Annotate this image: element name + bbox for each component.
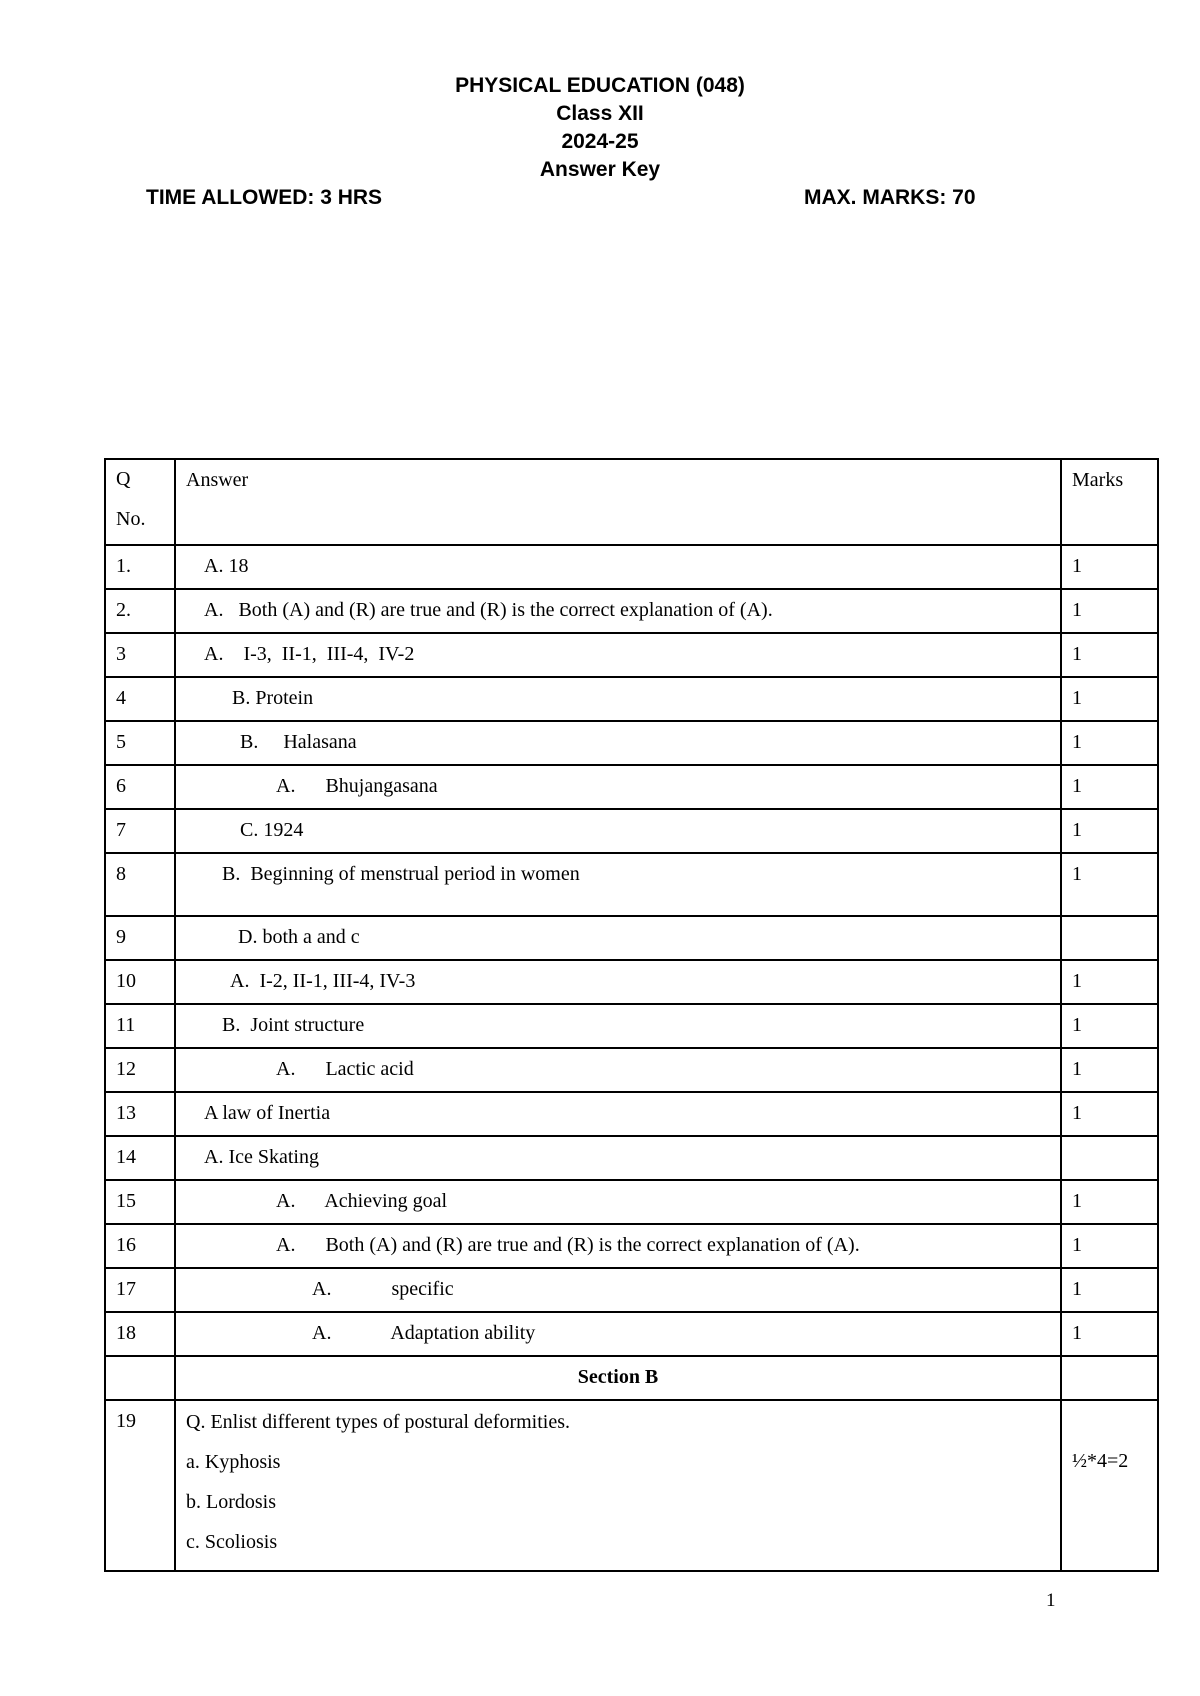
answer-cell: A. Both (A) and (R) are true and (R) is the correct explanation of (A). (175, 1224, 1061, 1268)
header-marks: Marks (1061, 459, 1158, 545)
answer-cell: A. Achieving goal (175, 1180, 1061, 1224)
document-header (0, 72, 1200, 212)
answer-cell: B. Joint structure (175, 1004, 1061, 1048)
q-number: 15 (105, 1180, 175, 1224)
table-row (105, 677, 1158, 721)
table-header-row (105, 459, 1158, 545)
q-number: 2. (105, 589, 175, 633)
q19-item: a. Kyphosis (186, 1451, 281, 1473)
q-number: 18 (105, 1312, 175, 1356)
q-number: 9 (105, 916, 175, 960)
marks-cell: 1 (1061, 677, 1158, 721)
exam-meta (0, 184, 1200, 212)
q19-answer (175, 1400, 1061, 1571)
header-qno: Q No. (105, 459, 175, 545)
marks-cell (1061, 1136, 1158, 1180)
answer-key-table (104, 458, 1159, 1572)
header-answer: Answer (175, 459, 1061, 545)
q-number: 13 (105, 1092, 175, 1136)
q-number: 5 (105, 721, 175, 765)
answer-cell: A law of Inertia (175, 1092, 1061, 1136)
q-number: 12 (105, 1048, 175, 1092)
answer-cell: A. I-3, II-1, III-4, IV-2 (175, 633, 1061, 677)
q19-question: Q. Enlist different types of postural deformities. (186, 1411, 570, 1433)
marks-cell: 1 (1061, 545, 1158, 589)
marks-cell: 1 (1061, 809, 1158, 853)
table-row (105, 1224, 1158, 1268)
q-number: 14 (105, 1136, 175, 1180)
table-row (105, 721, 1158, 765)
answer-cell: D. both a and c (175, 916, 1061, 960)
table-row (105, 960, 1158, 1004)
answer-cell: A. Ice Skating (175, 1136, 1061, 1180)
answer-cell: B. Protein (175, 677, 1061, 721)
q-number: 16 (105, 1224, 175, 1268)
marks-cell: 1 (1061, 1180, 1158, 1224)
q19-item: c. Scoliosis (186, 1531, 278, 1553)
table-row (105, 1004, 1158, 1048)
page-number: 1 (1046, 1590, 1056, 1611)
table-row (105, 589, 1158, 633)
marks-cell: 1 (1061, 960, 1158, 1004)
marks-cell: 1 (1061, 1092, 1158, 1136)
answer-cell: B. Beginning of menstrual period in women (175, 853, 1061, 916)
answer-cell: B. Halasana (175, 721, 1061, 765)
table-row (105, 853, 1158, 916)
section-b-heading: Section B (175, 1356, 1061, 1400)
q-number: 4 (105, 677, 175, 721)
class-label: Class XII (556, 102, 644, 125)
marks-cell: 1 (1061, 1004, 1158, 1048)
time-allowed: TIME ALLOWED: 3 HRS (146, 186, 383, 209)
marks-cell: 1 (1061, 721, 1158, 765)
marks-cell: 1 (1061, 589, 1158, 633)
table-row-19 (105, 1400, 1158, 1571)
marks-cell (1061, 916, 1158, 960)
answer-cell: A. Adaptation ability (175, 1312, 1061, 1356)
session-year: 2024-25 (561, 130, 639, 153)
table-row (105, 1136, 1158, 1180)
marks-cell: 1 (1061, 1224, 1158, 1268)
table-row (105, 1312, 1158, 1356)
table-row (105, 809, 1158, 853)
q-number: 10 (105, 960, 175, 1004)
table-row (105, 1092, 1158, 1136)
answer-cell: A. Bhujangasana (175, 765, 1061, 809)
table-row (105, 545, 1158, 589)
q19-marks: ½*4=2 (1061, 1400, 1158, 1571)
answer-cell: A. Lactic acid (175, 1048, 1061, 1092)
q-number: 7 (105, 809, 175, 853)
marks-cell: 1 (1061, 633, 1158, 677)
answer-cell: A. Both (A) and (R) are true and (R) is the correct explanation of (A). (175, 589, 1061, 633)
q-number: 19 (105, 1400, 175, 1571)
marks-cell: 1 (1061, 853, 1158, 916)
table-row (105, 1180, 1158, 1224)
q-number: 3 (105, 633, 175, 677)
q-number: 11 (105, 1004, 175, 1048)
q19-item: b. Lordosis (186, 1491, 276, 1513)
q-number: 1. (105, 545, 175, 589)
answer-cell: A. 18 (175, 545, 1061, 589)
q-number: 17 (105, 1268, 175, 1312)
answer-cell: C. 1924 (175, 809, 1061, 853)
answer-cell: A. I-2, II-1, III-4, IV-3 (175, 960, 1061, 1004)
section-row (105, 1356, 1158, 1400)
table-row (105, 916, 1158, 960)
table-row (105, 633, 1158, 677)
table-row (105, 1268, 1158, 1312)
marks-cell: 1 (1061, 1312, 1158, 1356)
answer-cell: A. specific (175, 1268, 1061, 1312)
q-number: 8 (105, 853, 175, 916)
table-row (105, 1048, 1158, 1092)
marks-cell: 1 (1061, 1048, 1158, 1092)
max-marks: MAX. MARKS: 70 (804, 186, 976, 209)
document-title: PHYSICAL EDUCATION (048) (455, 74, 745, 97)
marks-cell: 1 (1061, 1268, 1158, 1312)
marks-cell: 1 (1061, 765, 1158, 809)
q-number: 6 (105, 765, 175, 809)
table-row (105, 765, 1158, 809)
document-subtitle: Answer Key (539, 158, 661, 181)
